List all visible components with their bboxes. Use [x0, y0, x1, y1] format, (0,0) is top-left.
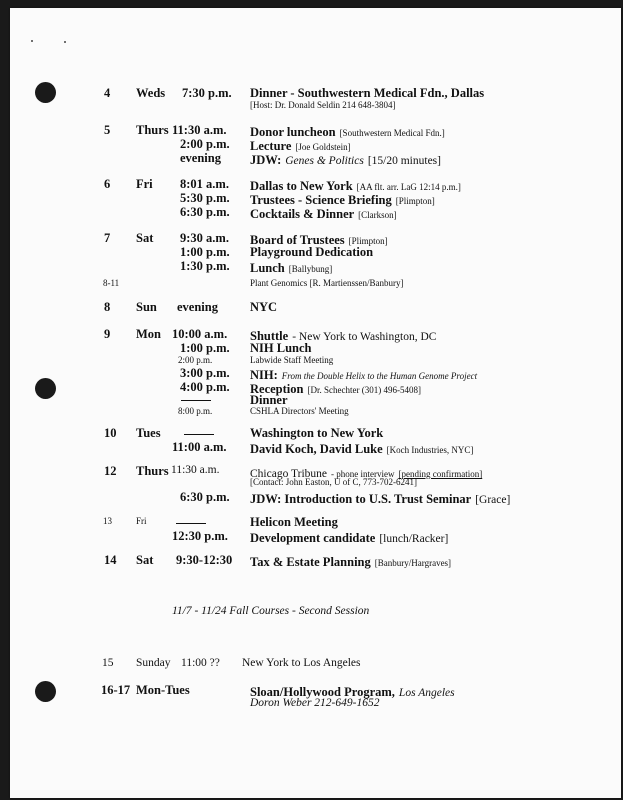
entry-time: 8:01 a.m. [180, 177, 229, 191]
entry-event: Plant Genomics [250, 278, 308, 288]
entry-note: [Dr. Schechter (301) 496-5408] [307, 385, 421, 395]
entry-note: [Host: Dr. Donald Seldin 214 648-3804] [250, 100, 396, 110]
entry-detail: - New York to Washington, DC [292, 331, 437, 343]
entry-event: CSHLA Directors' Meeting [250, 406, 349, 416]
dust-speck [31, 40, 33, 42]
entry-event: Chicago Tribune [250, 468, 327, 480]
entry-event: Board of Trustees [250, 233, 345, 247]
entry-day: 13 [103, 516, 112, 526]
entry-time: 1:30 p.m. [180, 259, 230, 273]
entry-weekday: Fri [136, 516, 147, 526]
entry-event: Labwide Staff Meeting [250, 355, 334, 365]
entry-note: [Joe Goldstein] [295, 142, 351, 152]
entry-note: [Koch Industries, NYC] [386, 445, 474, 455]
entry-weekday: Mon [136, 327, 161, 341]
entry-note: [Plimpton] [348, 236, 388, 246]
entry-event: Dinner [250, 393, 288, 407]
punch-hole [35, 378, 56, 399]
entry-time: 3:00 p.m. [180, 366, 230, 380]
entry-note: [AA flt. arr. LaG 12:14 p.m.] [356, 182, 461, 192]
entry-weekday: Sat [136, 553, 154, 567]
entry-time: 1:00 p.m. [180, 245, 230, 259]
entry-time: 2:00 p.m. [178, 355, 213, 365]
entry-time: 2:00 p.m. [180, 137, 230, 151]
entry-day: 6 [104, 177, 111, 191]
entry-event: Lunch [250, 261, 285, 275]
entry-time: evening [177, 300, 218, 314]
entry-line [250, 554, 451, 570]
entry-detail: - phone interview [331, 469, 395, 479]
entry-weekday: Sun [136, 300, 157, 314]
entry-event: Dinner - Southwestern Medical Fdn., Dallas [250, 86, 485, 100]
entry-event: Washington to New York [250, 426, 384, 440]
entry-day: 14 [104, 553, 117, 567]
entry-weekday: Weds [136, 86, 166, 100]
entry-event: NIH Lunch [250, 341, 312, 355]
entry-event: Playground Dedication [250, 245, 374, 259]
dust-speck [64, 41, 66, 43]
entry-title: Genes & Politics [285, 155, 364, 167]
entry-time: 1:00 p.m. [180, 341, 230, 355]
entry-event: NIH: [250, 368, 278, 382]
entry-day: 4 [104, 86, 111, 100]
entry-note: [Southwestern Medical Fdn.] [339, 128, 445, 138]
entry-event: Development candidate [250, 531, 376, 545]
entry-event: Donor luncheon [250, 125, 336, 139]
entry-weekday: Thurs [136, 123, 169, 137]
entry-time: 5:30 p.m. [180, 191, 230, 205]
entry-note: [pending confirmation] [398, 469, 483, 479]
document-page [10, 8, 621, 798]
entry-time: 11:30 a.m. [172, 123, 227, 137]
entry-line [250, 152, 441, 168]
entry-day: 12 [104, 464, 117, 478]
entry-event: Reception [250, 382, 304, 396]
entry-day: 8 [104, 300, 111, 314]
entry-time: 8:00 p.m. [178, 406, 213, 416]
entry-location: Los Angeles [398, 687, 455, 699]
entry-line [250, 441, 473, 457]
entry-line [250, 530, 448, 546]
entry-day: 7 [104, 231, 111, 245]
entry-note: [R. Martienssen/Banbury] [309, 278, 404, 288]
entry-note: [Plimpton] [395, 196, 435, 206]
entry-event: New York to Los Angeles [242, 657, 361, 669]
entry-note: [Grace] [475, 494, 511, 506]
entry-time: 12:30 p.m. [172, 529, 228, 543]
entry-time: 11:30 a.m. [171, 464, 220, 476]
entry-time: 6:30 p.m. [180, 490, 230, 504]
entry-event: NYC [250, 300, 278, 314]
entry-weekday: Sat [136, 231, 154, 245]
entry-day: 16-17 [101, 683, 131, 697]
entry-day: 8-11 [103, 278, 120, 288]
entry-weekday: Fri [136, 177, 153, 191]
entry-event: David Koch, David Luke [250, 442, 383, 456]
entry-note: [15/20 minutes] [367, 155, 441, 167]
entry-time: 4:00 p.m. [180, 380, 230, 394]
entry-event: JDW: Introduction to U.S. Trust Seminar [250, 492, 472, 506]
entry-event: Trustees - Science Briefing [250, 193, 392, 207]
punch-hole [35, 82, 56, 103]
entry-note: [Banbury/Hargraves] [374, 558, 452, 568]
entry-time: 11:00 a.m. [172, 440, 227, 454]
entry-event: JDW: [250, 153, 282, 167]
entry-note: [Clarkson] [358, 210, 397, 220]
entry-weekday: Tues [136, 426, 161, 440]
entry-event: Lecture [250, 139, 292, 153]
entry-note: [lunch/Racker] [379, 533, 449, 545]
entry-time: 6:30 p.m. [180, 205, 230, 219]
entry-day: 5 [104, 123, 111, 137]
entry-line [250, 279, 403, 288]
entry-title: From the Double Helix to the Human Genome Project [281, 371, 478, 381]
entry-line [250, 206, 397, 222]
entry-day: 15 [102, 657, 114, 669]
entry-day: 9 [104, 327, 111, 341]
entry-day: 10 [104, 426, 117, 440]
entry-time: 7:30 p.m. [182, 86, 232, 100]
entry-time: 10:00 a.m. [172, 327, 228, 341]
entry-line [250, 491, 510, 507]
entry-weekday: Thurs [136, 464, 169, 478]
entry-time: evening [180, 151, 221, 165]
entry-time: 11:00 ?? [181, 657, 220, 669]
punch-hole [35, 681, 56, 702]
entry-contact: Doron Weber 212-649-1652 [250, 697, 380, 709]
entry-event: Helicon Meeting [250, 515, 338, 529]
entry-weekday: Sunday [136, 657, 171, 669]
entry-line [250, 260, 332, 276]
entry-event: Shuttle [250, 329, 289, 343]
entry-time: 9:30-12:30 [176, 553, 233, 567]
entry-note: [Contact: John Easton, U of C, 773-702-6241] [250, 477, 417, 487]
entry-note: [Ballybung] [288, 264, 333, 274]
entry-time: 9:30 a.m. [180, 231, 229, 245]
entry-event: Sloan/Hollywood Program, [250, 685, 395, 699]
entry-event: Dallas to New York [250, 179, 353, 193]
entry-weekday: Mon-Tues [136, 683, 190, 697]
fall-courses-line: 11/7 - 11/24 Fall Courses - Second Session [172, 605, 370, 617]
entry-event: Tax & Estate Planning [250, 555, 371, 569]
entry-event: Cocktails & Dinner [250, 207, 355, 221]
